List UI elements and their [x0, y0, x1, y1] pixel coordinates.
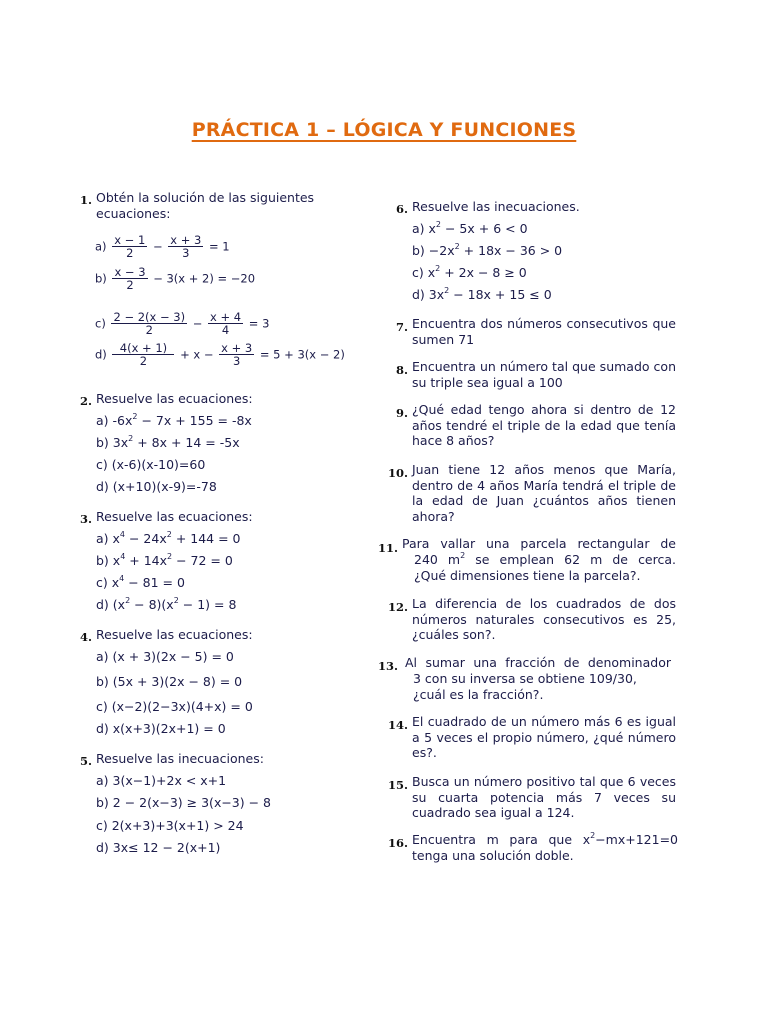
option-label: d): [95, 347, 107, 362]
option-label: b): [95, 271, 107, 286]
problem-text: [412, 832, 678, 864]
option-b: b) $3x^2 + 8x + 14 = -5x$: [96, 434, 240, 450]
fraction: [111, 311, 187, 337]
problem-number: 10.: [387, 466, 408, 480]
option-c: c) $x^4 - 81 = 0$: [96, 574, 185, 590]
problem-text: El cuadrado de un número más 6 es igual a 5 veces el propio número, ¿qué número es?.: [412, 714, 676, 760]
operator: −: [152, 239, 163, 254]
numerator: 2 − 2(x − 3): [113, 310, 186, 324]
problem-text: Juan tiene 12 años menos que María, dentro de 4 años María tendrá el triple de la edad de Juan ¿cuántos años tienen ahora?: [412, 462, 676, 524]
problem-text-line: 3 con su inversa se obtiene 109/30,: [413, 671, 637, 686]
problem-number: 7.: [395, 320, 408, 334]
option-c: c) 2(x+3)+3(x+1) > 24: [96, 818, 244, 833]
operator: −: [192, 316, 203, 331]
problem-text: Encuentra un número tal que sumado con su triple sea igual a 100: [412, 359, 676, 390]
option-b: b) $x^4 + 14x^2 - 72 = 0$: [96, 552, 233, 568]
problem-number: 1.: [79, 193, 92, 207]
option-b: b) (5x + 3)(2x − 8) = 0: [96, 674, 243, 689]
problem-text: Resuelve las inecuaciones:: [96, 751, 264, 766]
numerator: x + 4: [210, 310, 242, 324]
problem-text: [405, 655, 676, 703]
fraction: [208, 311, 243, 337]
option-b: b) 2 − 2(x−3) ≥ 3(x−3) − 8: [96, 795, 272, 810]
denominator: 3: [219, 354, 254, 368]
option-a: a) $x^4 - 24x^2 + 144 = 0$: [96, 530, 241, 546]
problem-number: 16.: [387, 836, 408, 850]
problem-number: 2.: [79, 394, 92, 408]
fraction: [112, 342, 174, 368]
problem-text: Resuelve las inecuaciones.: [412, 199, 580, 214]
problem-number: 4.: [79, 630, 92, 644]
problem-number: 3.: [79, 512, 92, 526]
problem-text: La diferencia de los cuadrados de dos números naturales consecutivos es 25, ¿cuáles son?.: [412, 596, 676, 642]
problem-text: Resuelve las ecuaciones:: [96, 509, 253, 524]
fraction: [168, 234, 203, 260]
problem-text: Resuelve las ecuaciones:: [96, 627, 253, 642]
numerator: x − 3: [114, 265, 146, 279]
problem-text-line: ¿cuál es la fracción?.: [413, 687, 544, 702]
fraction: [112, 234, 147, 260]
problem-text-line: Al sumar una fracción de denominador: [405, 655, 671, 670]
equation-1b: [95, 266, 255, 292]
problem-text: Resuelve las ecuaciones:: [96, 391, 253, 406]
problem-text-line: Obtén la solución de las siguientes: [96, 190, 315, 205]
problem-number: 11.: [377, 541, 398, 555]
option-label: a): [95, 239, 107, 254]
problem-number: 5.: [79, 754, 92, 768]
option-a: a) $-6x^2 - 7x + 155 = -8x$: [96, 412, 252, 428]
equation-1c: [95, 311, 269, 337]
problem-text: [402, 536, 676, 584]
option-c: c) $x^2 + 2x - 8 \ge 0$: [412, 264, 527, 280]
problem-number: 13.: [377, 659, 398, 673]
problem-number: 14.: [387, 718, 408, 732]
denominator: 4: [208, 323, 243, 337]
numerator: x + 3: [170, 233, 202, 247]
option-a: a) 3(x−1)+2x < x+1: [96, 773, 227, 788]
option-d: d) x(x+3)(2x+1) = 0: [96, 721, 226, 736]
option-d: d) $(x^2 - 8)(x^2 - 1) = 8$: [96, 596, 237, 612]
problem-text: Encuentra dos números consecutivos que sumen 71: [412, 316, 676, 347]
option-b: $b) -2x^2 + 18x - 36 > 0$: [412, 242, 563, 258]
problem-text: [96, 190, 314, 222]
page-title: PRÁCTICA 1 – LÓGICA Y FUNCIONES: [191, 119, 577, 141]
denominator: 3: [168, 246, 203, 260]
problem-number: 8.: [395, 363, 408, 377]
denominator: 2: [112, 278, 147, 292]
numerator: 4(x + 1): [119, 341, 168, 355]
problem-number: 9.: [395, 406, 408, 420]
option-c: c) (x-6)(x-10)=60: [96, 457, 206, 472]
problem-text-line: Para vallar una parcela rectangular de: [402, 536, 676, 551]
problem-text: ¿Qué edad tengo ahora si dentro de 12 años tendré el triple de la edad que tenía hace 8 años?: [412, 402, 676, 448]
problem-text: Busca un número positivo tal que 6 veces su cuarta potencia más 7 veces su cuadrado sea igual a 124.: [412, 774, 676, 820]
denominator: 2: [111, 323, 187, 337]
right-hand-side: = 1: [208, 239, 230, 254]
denominator: 2: [112, 246, 147, 260]
right-hand-side: = 5 + 3(x − 2): [259, 347, 345, 362]
equation-1d: [95, 342, 345, 368]
option-label: c): [95, 316, 106, 331]
problem-text-line: ¿Qué dimensiones tiene la parcela?.: [414, 568, 641, 583]
option-d: d) 3x≤ 12 − 2(x+1): [96, 840, 221, 855]
problem-number: 15.: [387, 778, 408, 792]
option-d: d) $3x^2 - 18x + 15 \le 0$: [412, 286, 552, 302]
equation-1a: [95, 234, 230, 260]
problem-text-line: ecuaciones:: [96, 206, 171, 221]
right-hand-side: = 3: [248, 316, 270, 331]
fraction: [219, 342, 254, 368]
option-d: d) (x+10)(x-9)=-78: [96, 479, 217, 494]
problem-text-line: Encuentra m para que $x^2-mx+121=0$: [412, 831, 678, 847]
problem-number: 12.: [387, 600, 408, 614]
numerator: x − 1: [114, 233, 146, 247]
denominator: 2: [112, 354, 174, 368]
fraction: [112, 266, 147, 292]
numerator: x + 3: [221, 341, 253, 355]
problem-text-line: tenga una solución doble.: [412, 848, 574, 863]
option-a: a) $x^2 - 5x + 6 < 0$: [412, 220, 528, 236]
problem-text-line: 240 $m^2$ se emplean 62 m de cerca.: [414, 551, 676, 567]
expression: + x −: [180, 347, 214, 362]
option-c: c) (x−2)(2−3x)(4+x) = 0: [96, 699, 253, 714]
option-a: a) (x + 3)(2x − 5) = 0: [96, 649, 234, 664]
expression: − 3(x + 2) = −20: [153, 271, 256, 286]
problem-number: 6.: [395, 202, 408, 216]
